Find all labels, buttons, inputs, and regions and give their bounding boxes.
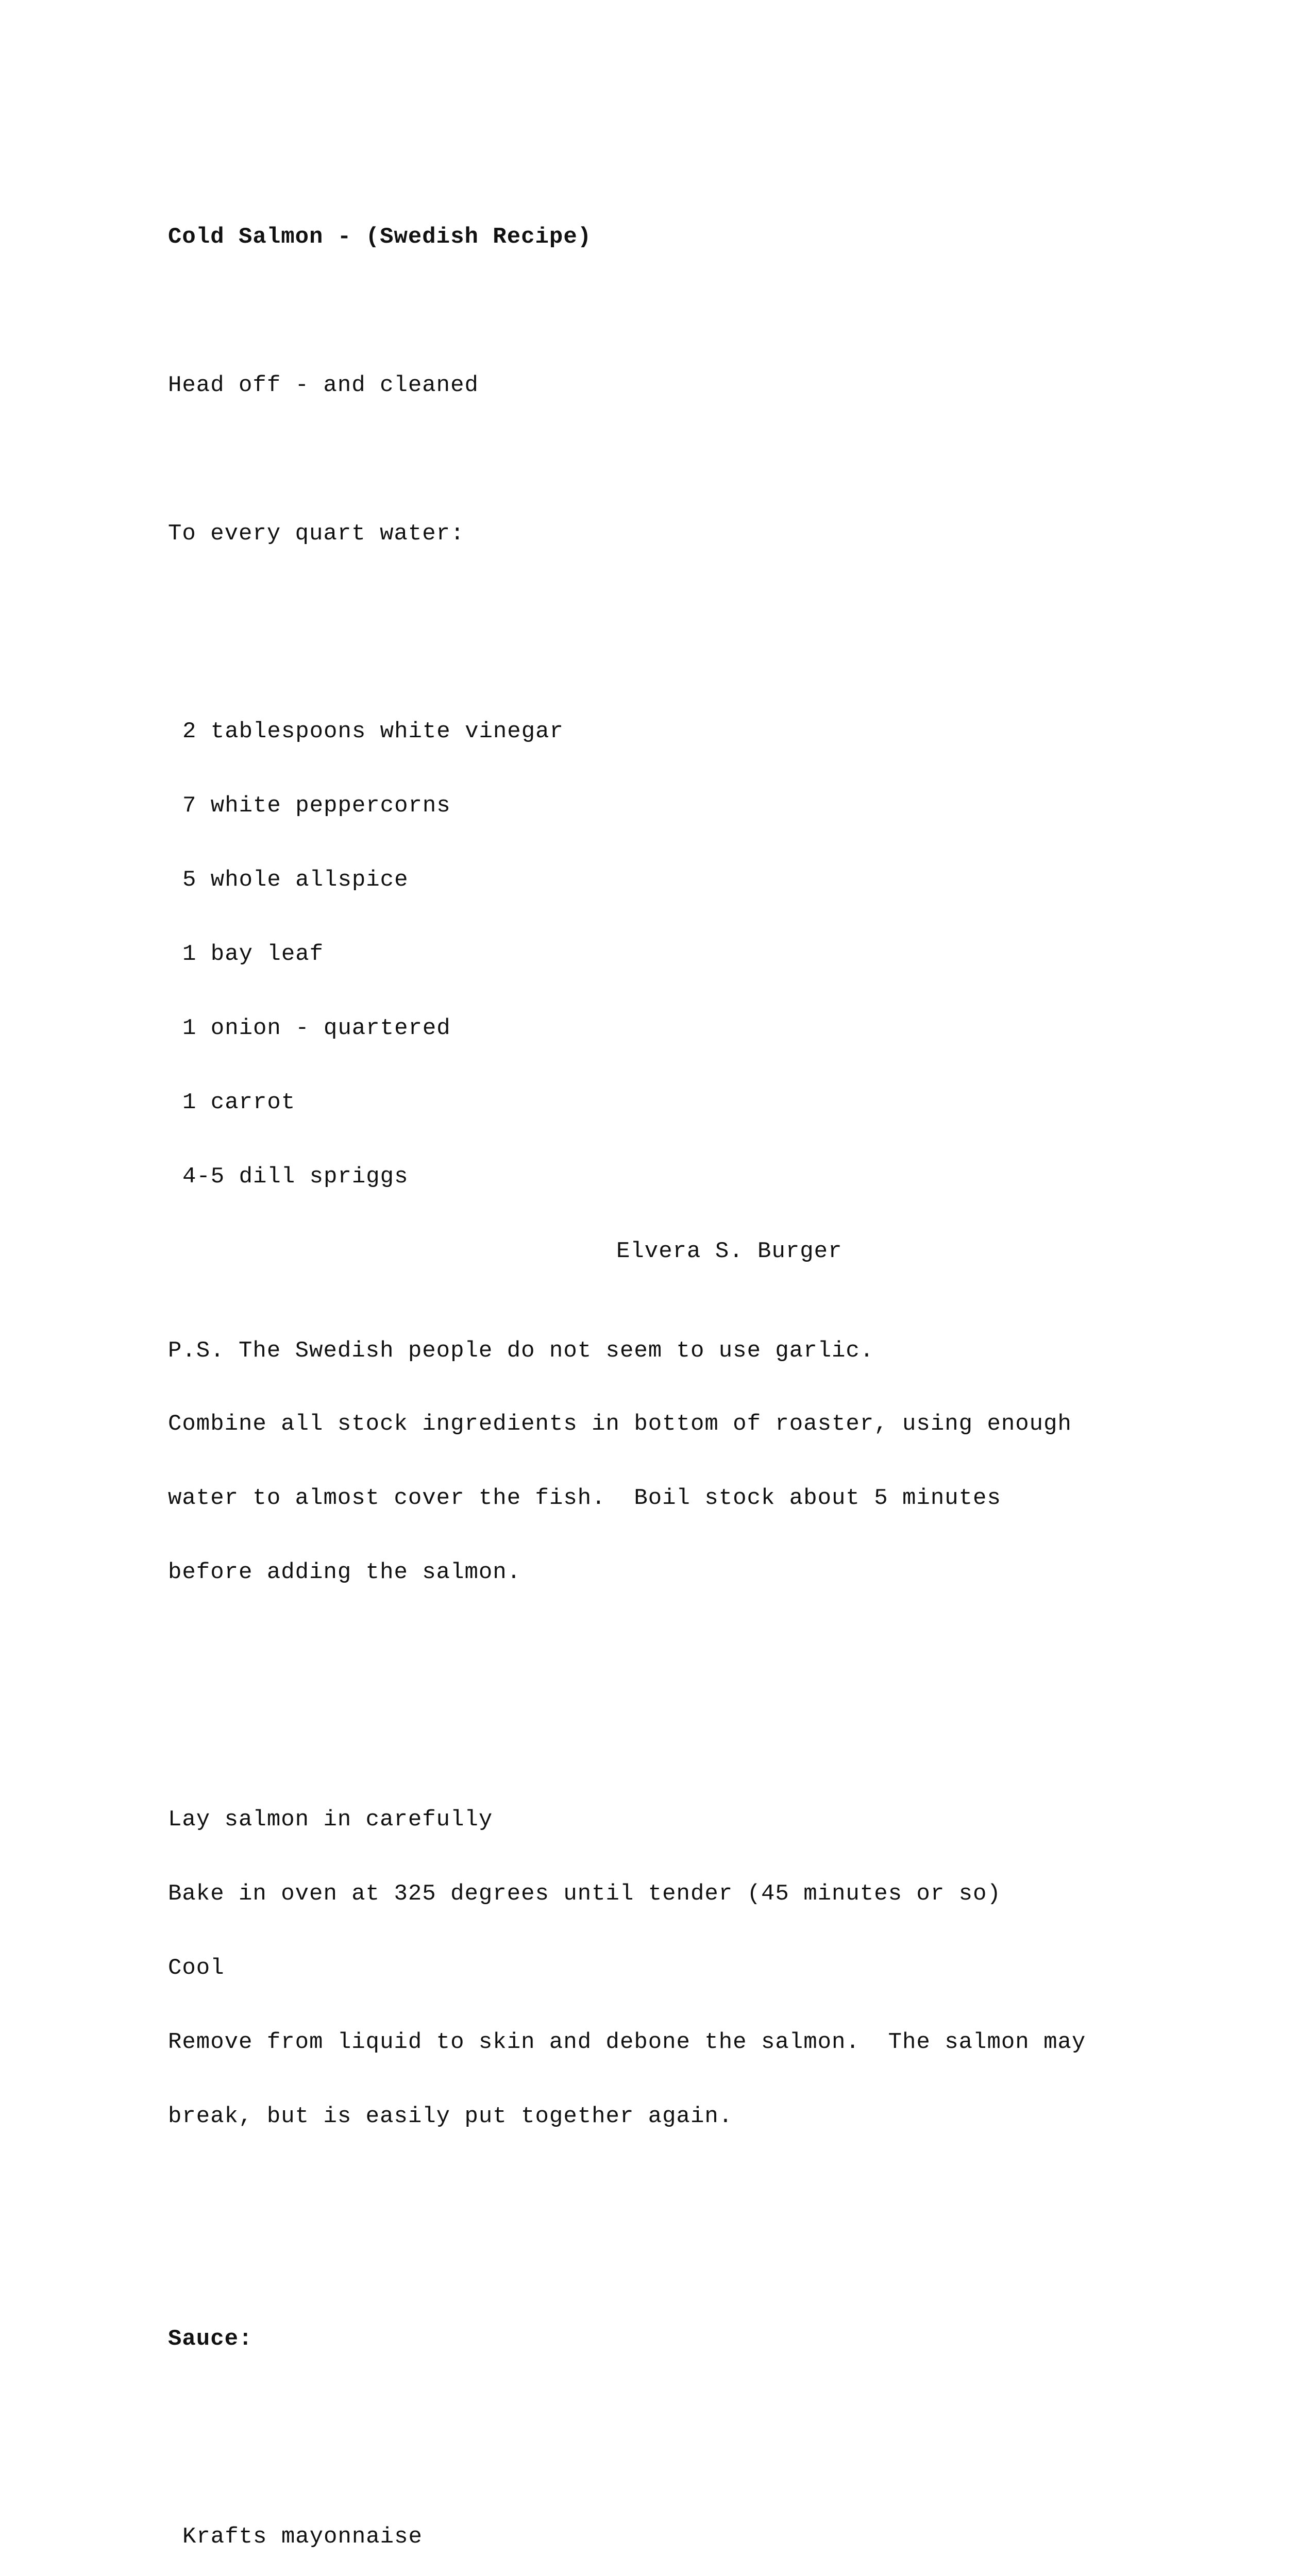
author-signature: Elvera S. Burger (616, 1239, 843, 1264)
spacer (168, 2401, 1199, 2426)
spacer (168, 299, 1199, 324)
combine-paragraph (168, 1362, 1199, 1634)
spacer (168, 447, 1199, 472)
sauce-ingredient-list (168, 2475, 1199, 2576)
stock-ingredient: 1 carrot (182, 1090, 296, 1115)
sauce-ingredient: Krafts mayonnaise (182, 2524, 423, 2550)
stock-ingredient: 7 white peppercorns (182, 793, 451, 819)
spacer (168, 1684, 1199, 1708)
step-line: Lay salmon in carefully (168, 1807, 493, 1833)
cooking-steps (168, 1758, 1199, 2178)
recipe-title: Cold Salmon - (Swedish Recipe) (168, 224, 592, 250)
stock-ingredient: 1 bay leaf (182, 941, 324, 967)
stock-ingredient-list (168, 670, 1199, 1239)
paragraph-line: water to almost cover the fish. Boil stock about 5 minutes (168, 1485, 1001, 1511)
intro-line: Head off - and cleaned (168, 372, 479, 398)
paragraph-line: before adding the salmon. (168, 1560, 521, 1585)
stock-heading: To every quart water: (168, 521, 465, 547)
paragraph-line: Combine all stock ingredients in bottom of roaster, using enough (168, 1411, 1072, 1437)
postscript: P.S. The Swedish people do not seem to use garlic. (168, 1338, 874, 1364)
spacer (168, 1288, 1199, 1313)
recipe-body (168, 175, 1199, 2576)
spacer (168, 596, 1199, 620)
sauce-heading: Sauce: (168, 2326, 253, 2352)
step-line: Bake in oven at 325 degrees until tender (45 minutes or so) (168, 1881, 1001, 1907)
stock-ingredient: 4-5 dill spriggs (182, 1164, 409, 1190)
stock-ingredient: 5 whole allspice (182, 867, 409, 893)
step-line: Remove from liquid to skin and debone the salmon. The salmon may (168, 2029, 1086, 2055)
stock-ingredient: 1 onion - quartered (182, 1015, 451, 1041)
step-line: break, but is easily put together again. (168, 2104, 733, 2129)
step-line: Cool (168, 1955, 225, 1981)
spacer (168, 2228, 1199, 2277)
stock-ingredient: 2 tablespoons white vinegar (182, 719, 564, 744)
